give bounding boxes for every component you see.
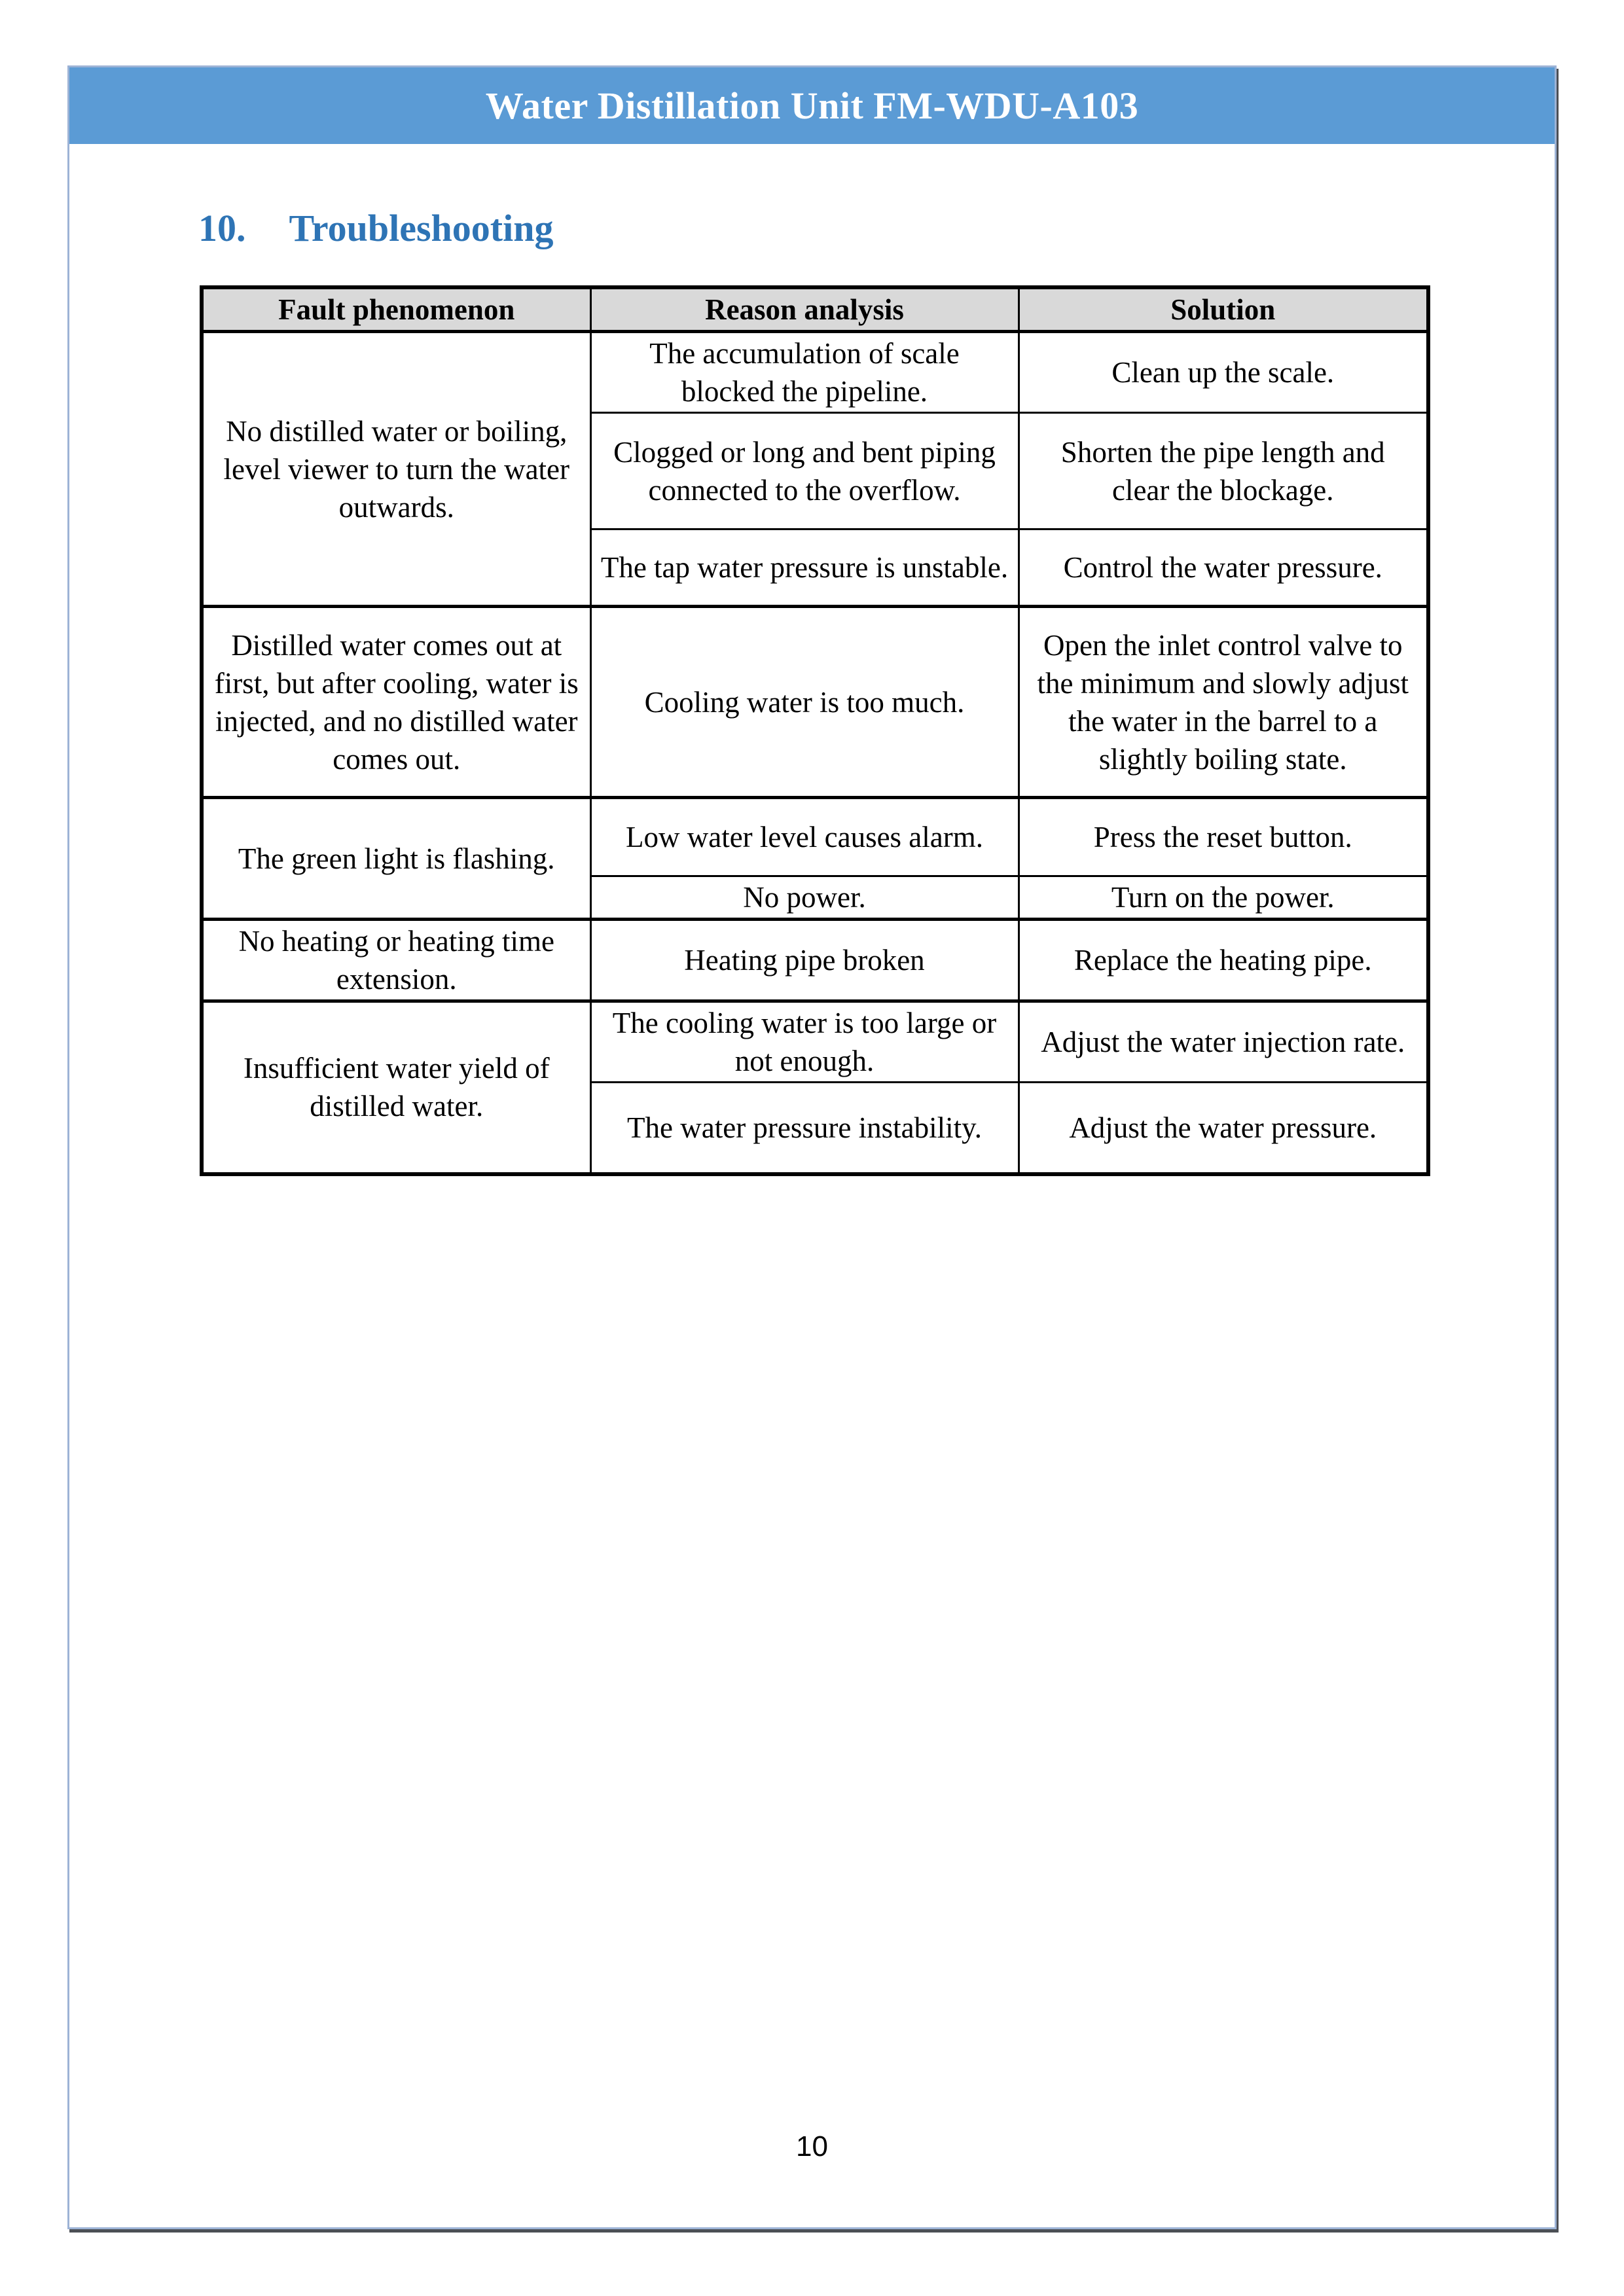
fault-cell: No heating or heating time extension. xyxy=(202,920,590,1001)
reason-cell: Clogged or long and bent piping connected to the overflow. xyxy=(590,413,1019,529)
section-heading xyxy=(198,206,553,250)
reason-cell: The accumulation of scale blocked the pipeline. xyxy=(590,332,1019,413)
solution-cell: Turn on the power. xyxy=(1019,876,1428,920)
fault-cell: No distilled water or boiling, level viewer to turn the water outwards. xyxy=(202,332,590,607)
troubleshooting-table xyxy=(200,285,1430,1176)
solution-cell: Open the inlet control valve to the minimum and slowly adjust the water in the barrel to a slightly boiling state. xyxy=(1019,607,1428,798)
reason-cell: No power. xyxy=(590,876,1019,920)
solution-cell: Adjust the water injection rate. xyxy=(1019,1001,1428,1083)
reason-cell: Low water level causes alarm. xyxy=(590,798,1019,876)
page-number: 10 xyxy=(796,2130,828,2162)
fault-cell: Insufficient water yield of distilled water. xyxy=(202,1001,590,1174)
table-row xyxy=(202,798,1428,876)
col-header-solution: Solution xyxy=(1019,287,1428,332)
reason-cell: Heating pipe broken xyxy=(590,920,1019,1001)
solution-cell: Press the reset button. xyxy=(1019,798,1428,876)
reason-cell: The tap water pressure is unstable. xyxy=(590,529,1019,607)
fault-cell: The green light is flashing. xyxy=(202,798,590,920)
fault-cell: Distilled water comes out at first, but after cooling, water is injected, and no distilled water comes out. xyxy=(202,607,590,798)
table-row xyxy=(202,607,1428,798)
page-frame xyxy=(67,65,1557,2229)
solution-cell: Clean up the scale. xyxy=(1019,332,1428,413)
document-title: Water Distillation Unit FM-WDU-A103 xyxy=(485,84,1139,127)
solution-cell: Replace the heating pipe. xyxy=(1019,920,1428,1001)
reason-cell: The cooling water is too large or not enough. xyxy=(590,1001,1019,1083)
section-number: 10. xyxy=(198,207,246,249)
col-header-reason-analysis: Reason analysis xyxy=(590,287,1019,332)
solution-cell: Shorten the pipe length and clear the blockage. xyxy=(1019,413,1428,529)
table-row xyxy=(202,920,1428,1001)
solution-cell: Adjust the water pressure. xyxy=(1019,1083,1428,1174)
reason-cell: The water pressure instability. xyxy=(590,1083,1019,1174)
col-header-fault-phenomenon: Fault phenomenon xyxy=(202,287,590,332)
table-row xyxy=(202,1001,1428,1083)
table-header-row xyxy=(202,287,1428,332)
solution-cell: Control the water pressure. xyxy=(1019,529,1428,607)
section-title: Troubleshooting xyxy=(289,207,554,249)
table-row xyxy=(202,332,1428,413)
reason-cell: Cooling water is too much. xyxy=(590,607,1019,798)
document-header-banner xyxy=(69,67,1555,144)
